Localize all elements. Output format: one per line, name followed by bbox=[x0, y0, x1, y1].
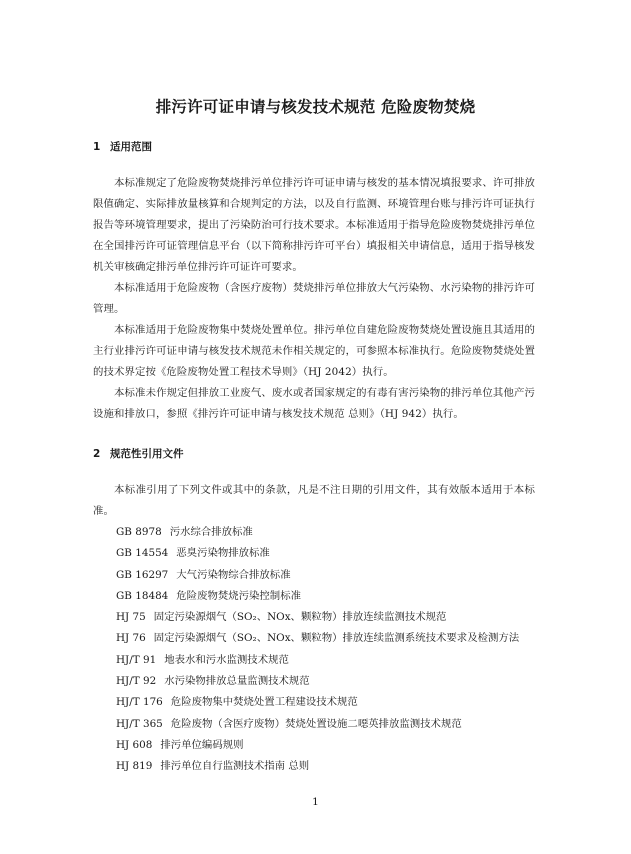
reference-name: 水污染物排放总量监测技术规范 bbox=[164, 675, 310, 688]
reference-code: GB 16297 bbox=[116, 568, 169, 581]
reference-code: HJ/T 91 bbox=[116, 653, 157, 666]
reference-code: HJ/T 176 bbox=[116, 696, 163, 709]
section-2-heading bbox=[93, 446, 184, 461]
section-1-paragraph-4: 本标准未作规定但排放工业废气、废水或者国家规定的有毒有害污染物的排污单位其他产污设施和排放口，参照《排污许可证申请与核发技术规范 总则》（HJ 942）执行。 bbox=[93, 387, 535, 420]
reference-name: 固定污染源烟气（SO₂、NOx、颗粒物）排放连续监测系统技术要求及检测方法 bbox=[153, 632, 520, 645]
reference-list bbox=[116, 522, 519, 778]
reference-item bbox=[116, 650, 519, 671]
reference-name: 排污单位编码规则 bbox=[160, 738, 244, 751]
reference-item bbox=[116, 522, 519, 543]
reference-code: HJ 76 bbox=[116, 632, 146, 645]
reference-name: 恶臭污染物排放标准 bbox=[176, 547, 270, 560]
reference-code: GB 18484 bbox=[116, 589, 169, 602]
section-1-paragraph-3: 本标准适用于危险废物集中焚烧处置单位。排污单位自建危险废物焚烧处置设施且其适用的主行业排污许可证申请与核发技术规范未作相关规定的，可参照本标准执行。危险废物焚烧处置的技术界定按《危险废物处置工程技术导则》（HJ 2042）执行。 bbox=[93, 324, 535, 378]
reference-item bbox=[116, 692, 519, 713]
reference-name: 危险废物集中焚烧处置工程建设技术规范 bbox=[170, 696, 358, 709]
section-2-title: 规范性引用文件 bbox=[110, 448, 184, 460]
reference-name: 危险废物焚烧污染控制标准 bbox=[176, 589, 301, 602]
document-title: 排污许可证申请与核发技术规范 危险废物焚烧 bbox=[155, 98, 476, 116]
reference-name: 危险废物（含医疗废物）焚烧处置设施二噁英排放监测技术规范 bbox=[170, 717, 462, 730]
reference-code: HJ 819 bbox=[116, 760, 153, 773]
section-1-number: 1 bbox=[93, 141, 101, 153]
page-number: 1 bbox=[312, 796, 319, 808]
reference-name: 地表水和污水监测技术规范 bbox=[164, 653, 289, 666]
reference-item bbox=[116, 586, 519, 607]
reference-code: HJ/T 365 bbox=[116, 717, 163, 730]
reference-code: HJ 75 bbox=[116, 611, 146, 624]
reference-item bbox=[116, 735, 519, 756]
section-1-title: 适用范围 bbox=[110, 141, 152, 153]
section-2-intro: 本标准引用了下列文件或其中的条款，凡是不注日期的引用文件，其有效版本适用于本标准。 bbox=[93, 484, 535, 517]
section-2-number: 2 bbox=[93, 448, 101, 460]
reference-code: GB 14554 bbox=[116, 547, 169, 560]
section-1-paragraph-2: 本标准适用于危险废物（含医疗废物）焚烧排污单位排放大气污染物、水污染物的排污许可管理。 bbox=[93, 282, 535, 315]
reference-code: HJ 608 bbox=[116, 738, 153, 751]
reference-name: 污水综合排放标准 bbox=[169, 526, 253, 538]
reference-name: 排污单位自行监测技术指南 总则 bbox=[160, 760, 310, 773]
reference-item bbox=[116, 607, 519, 628]
reference-item bbox=[116, 565, 519, 586]
section-1-heading bbox=[93, 139, 152, 154]
reference-code: HJ/T 92 bbox=[116, 675, 157, 688]
reference-item bbox=[116, 671, 519, 692]
reference-item bbox=[116, 543, 519, 564]
reference-code: GB 8978 bbox=[116, 526, 162, 538]
reference-name: 固定污染源烟气（SO₂、NOx、颗粒物）排放连续监测技术规范 bbox=[153, 611, 447, 624]
reference-name: 大气污染物综合排放标准 bbox=[176, 568, 291, 581]
section-1-paragraph-1: 本标准规定了危险废物焚烧排污单位排污许可证申请与核发的基本情况填报要求、许可排放限值确定、实际排放量核算和合规判定的方法，以及自行监测、环境管理台账与排污许可证执行报告等环境管理要求，提出了污染防治可行技术要求。本标准适用于指导危险废物焚烧排污单位在全国排污许可证管理信息平台（以下简称排污许可平台）填报相关申请信息，适用于指导核发机关审核确定排污单位排污许可证许可要求。 bbox=[93, 177, 535, 273]
reference-item bbox=[116, 714, 519, 735]
reference-item bbox=[116, 756, 519, 777]
reference-item bbox=[116, 628, 519, 649]
